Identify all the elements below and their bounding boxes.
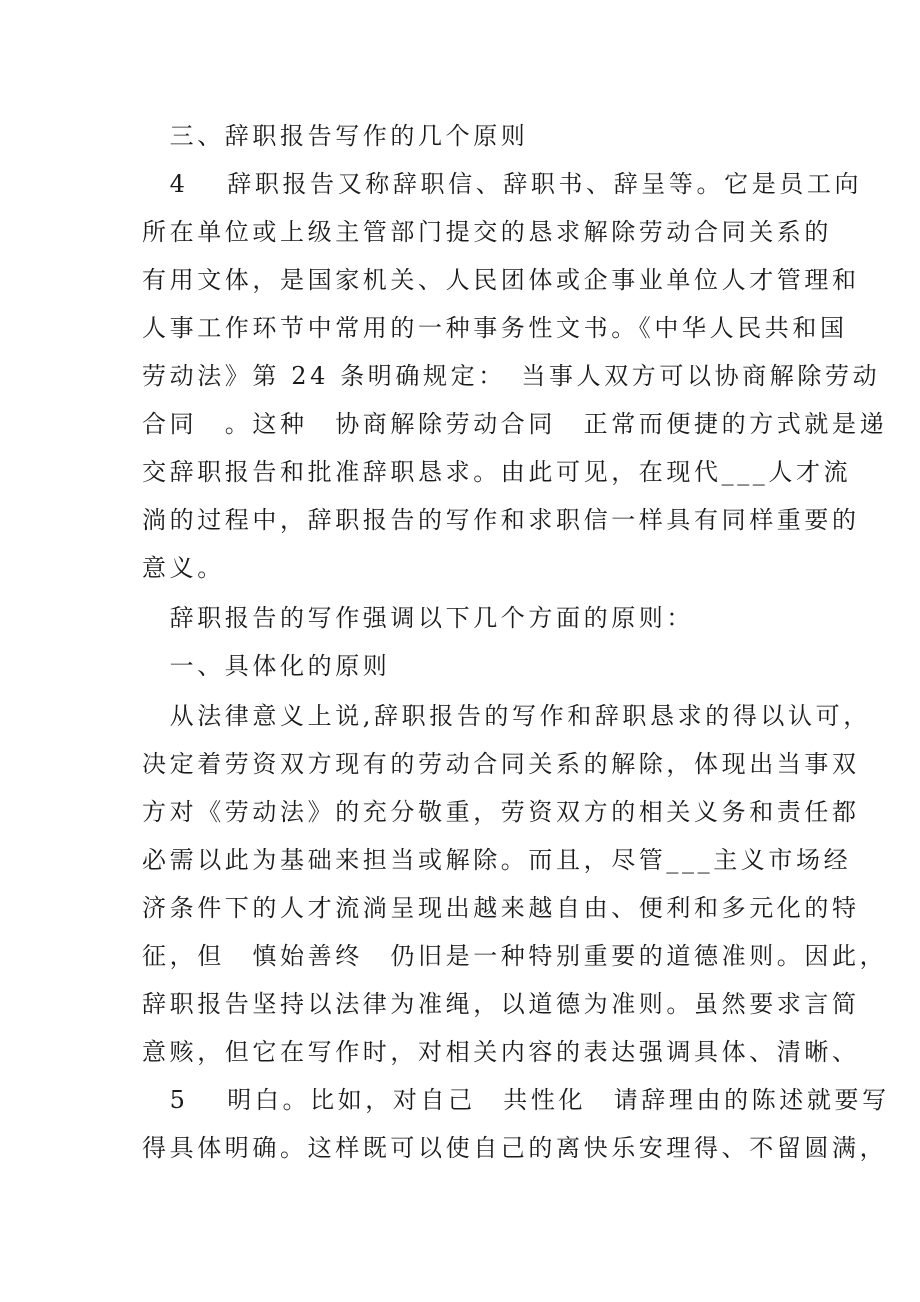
text-line: 4 辞职报告又称辞职信、辞职书、辞呈等。它是员工向 [142, 170, 863, 198]
text-line: 5 明白。比如，对自己 共性化 请辞理由的陈述就要写 [142, 1086, 890, 1114]
section-heading-principles: 三、辞职报告写作的几个原则 [142, 122, 529, 150]
text-line: 济条件下的人才流淌呈现出越来越自由、便利和多元化的特 [142, 894, 860, 922]
text-line: 征，但 慎始善终 仍旧是一种特别重要的道德准则。因此， [142, 942, 888, 970]
text-line: 辞职报告的写作强调以下几个方面的原则： [142, 604, 694, 632]
text-line: 辞职报告坚持以法律为准绳，以道德为准则。虽然要求言简 [142, 990, 860, 1018]
text-line: 必需以此为基础来担当或解除。而且，尽管___主义市场经 [142, 846, 852, 874]
text-line: 交辞职报告和批准辞职恳求。由此可见，在现代___人才流 [142, 458, 852, 486]
text-line: 意赅，但它在写作时，对相关内容的表达强调具体、清晰、 [142, 1038, 860, 1066]
section-heading-specific: 一、具体化的原则 [142, 652, 391, 680]
text-line: 淌的过程中，辞职报告的写作和求职信一样具有同样重要的 [142, 506, 860, 534]
text-line: 从法律意义上说,辞职报告的写作和辞职恳求的得以认可， [142, 702, 871, 730]
text-line: 合同 。这种 协商解除劳动合同 正常而便捷的方式就是递 [142, 410, 888, 438]
text-line: 所在单位或上级主管部门提交的恳求解除劳动合同关系的 [142, 218, 832, 246]
text-line: 有用文体，是国家机关、人民团体或企事业单位人才管理和 [142, 266, 860, 294]
text-line: 得具体明确。这样既可以使自己的离快乐安理得、不留圆满， [142, 1134, 888, 1162]
text-line: 方对《劳动法》的充分敬重，劳资双方的相关义务和责任都 [142, 798, 860, 826]
text-line: 意义。 [142, 554, 225, 582]
text-line: 劳动法》第 24 条明确规定： 当事人双方可以协商解除劳动 [142, 362, 881, 390]
text-line: 人事工作环节中常用的一种事务性文书。《中华人民共和国 [142, 314, 848, 342]
text-line: 决定着劳资双方现有的劳动合同关系的解除，体现出当事双 [142, 750, 860, 778]
